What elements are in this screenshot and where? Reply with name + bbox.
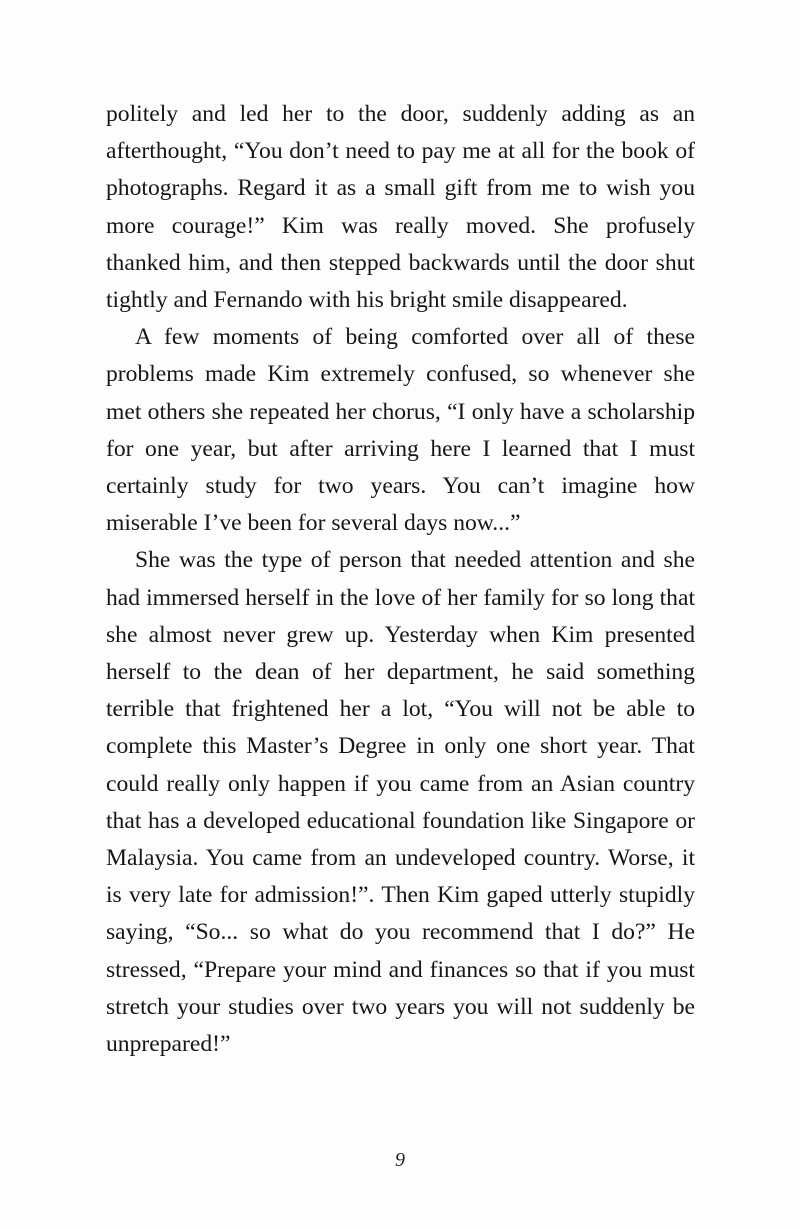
paragraph-continuation: politely and led her to the door, suddenly adding as an afterthought, “You don’t need to pay me at all for the book of photographs. Regard it as a small gift from me to wish you more courage!” Kim was really moved. She profusely thanked him, and then stepped backwards until the door shut tightly and Fernando with his bright smile disappeared. bbox=[106, 101, 695, 314]
paragraph-confusion: A few moments of being comforted over all of these problems made Kim extremely confused, so whenever she met others she repeated her chorus, “I only have a scholarship for one year, but after arriving here I learned that I must certainly study for two years. You can’t imagine how miserable I’ve been for several days now...” bbox=[106, 324, 695, 537]
paragraph-dean: She was the type of person that needed attention and she had immersed herself in the love of her family for so long that she almost never grew up. Yesterday when Kim presented herself to the dean of her department, he said something terrible that frightened her a lot, “You will not be able to complete this Master’s Degree in only one short year. That could really only happen if you came from an Asian country that has a developed educational foundation like Singapore or Malaysia. You came from an undeveloped country. Worse, it is very late for admission!”. Then Kim gaped utterly stupidly saying, “So... so what do you recommend that I do?” He stressed, “Prepare your mind and finances so that if you must stretch your studies over two years you will not suddenly be unprepared!” bbox=[106, 547, 695, 1058]
page-number: 9 bbox=[395, 1149, 405, 1171]
body-text bbox=[106, 96, 695, 1063]
